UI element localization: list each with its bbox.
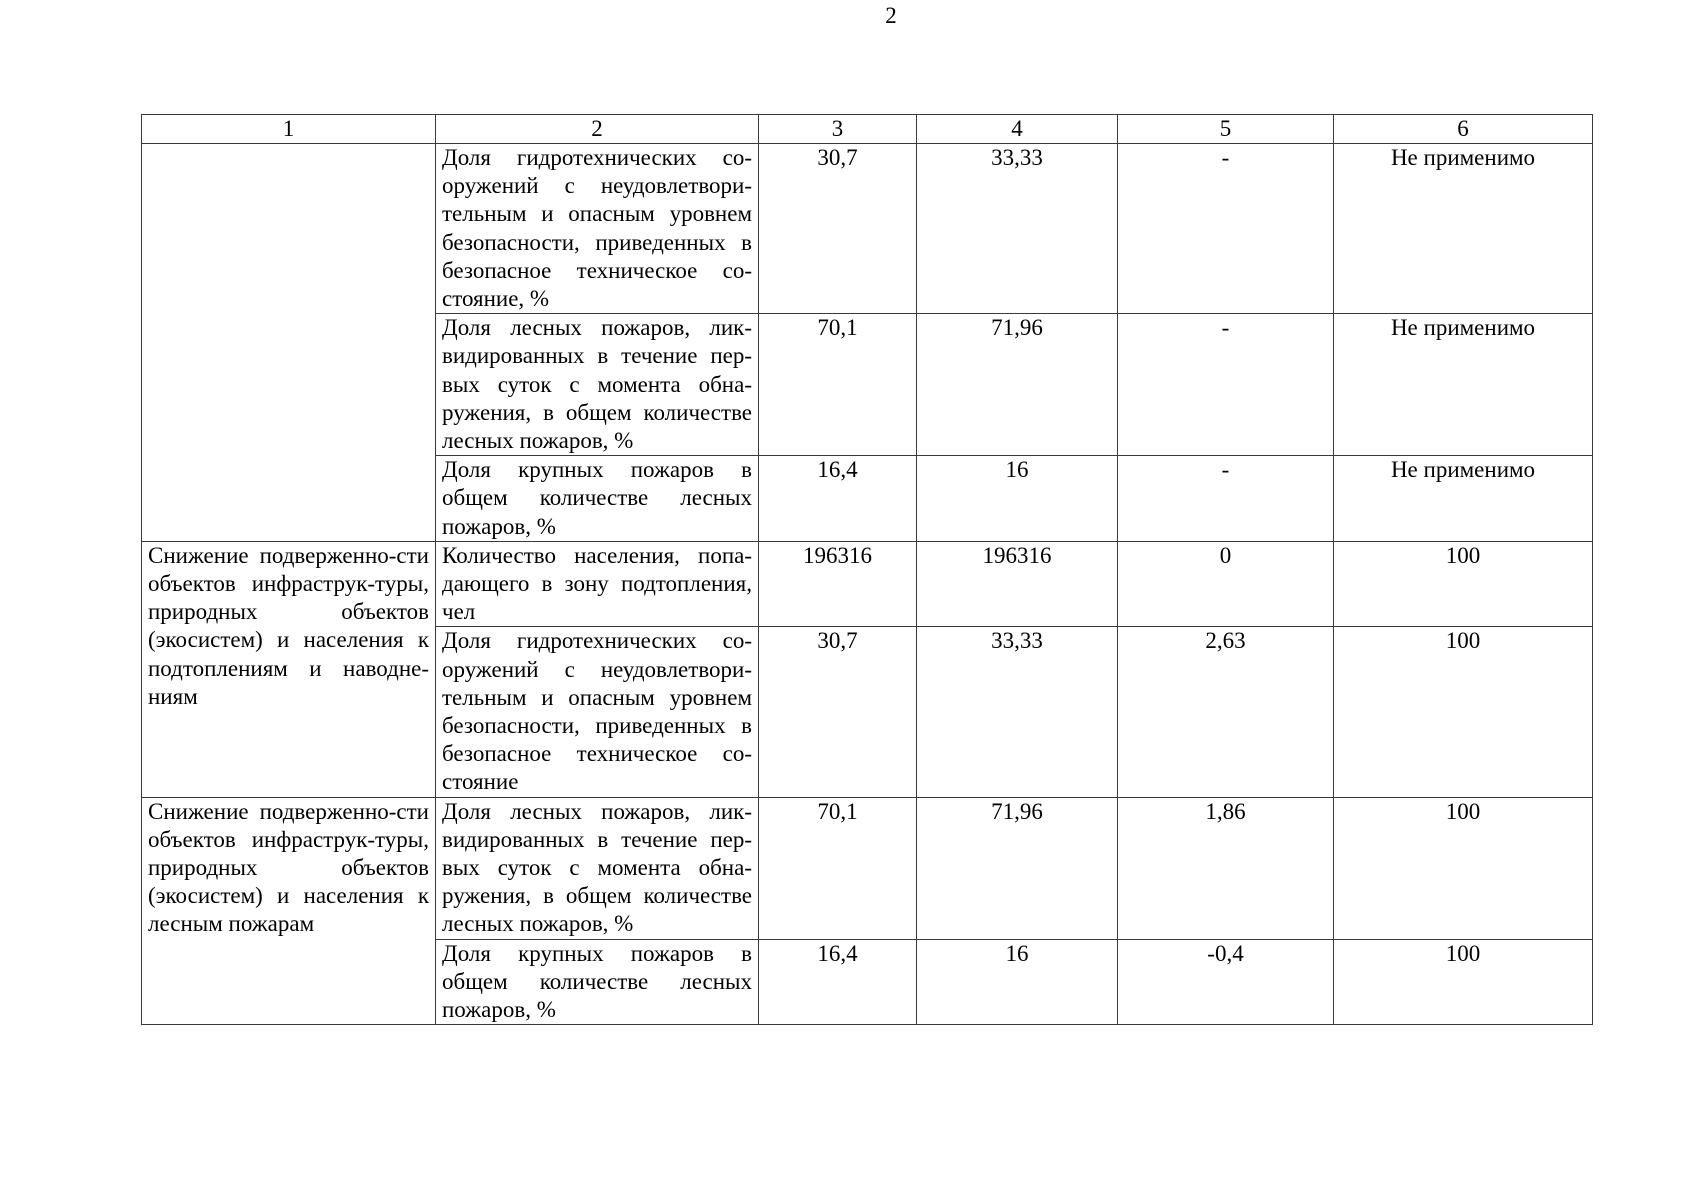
value-cell: 100 xyxy=(1334,939,1593,1025)
header-cell: 2 xyxy=(436,115,759,144)
value-cell: 71,96 xyxy=(917,797,1118,939)
task-cell xyxy=(142,144,436,542)
table-header-row xyxy=(142,115,1593,144)
header-cell: 1 xyxy=(142,115,436,144)
table-row xyxy=(142,797,1593,939)
indicator-cell: Доля лесных пожаров, лик-видированных в течение пер-вых суток с момента обна-ружения, в общем количестве лесных пожаров, % xyxy=(436,797,759,939)
value-cell: 33,33 xyxy=(917,627,1118,797)
value-cell: - xyxy=(1118,314,1334,456)
value-cell: 16,4 xyxy=(759,939,917,1025)
value-cell: 33,33 xyxy=(917,144,1118,314)
value-cell: 16 xyxy=(917,939,1118,1025)
table-row xyxy=(142,541,1593,627)
value-cell: 71,96 xyxy=(917,314,1118,456)
value-cell: 16,4 xyxy=(759,456,917,542)
value-cell: 70,1 xyxy=(759,797,917,939)
header-cell: 5 xyxy=(1118,115,1334,144)
table-row xyxy=(142,144,1593,314)
header-cell: 3 xyxy=(759,115,917,144)
header-cell: 6 xyxy=(1334,115,1593,144)
indicator-cell: Доля крупных пожаров в общем количестве лесных пожаров, % xyxy=(436,939,759,1025)
value-cell: - xyxy=(1118,144,1334,314)
value-cell: 196316 xyxy=(917,541,1118,627)
value-cell: Не применимо xyxy=(1334,456,1593,542)
value-cell: - xyxy=(1118,456,1334,542)
value-cell: 196316 xyxy=(759,541,917,627)
value-cell: 100 xyxy=(1334,541,1593,627)
value-cell: 30,7 xyxy=(759,627,917,797)
value-cell: Не применимо xyxy=(1334,314,1593,456)
indicator-cell: Количество населения, попа-дающего в зону подтопления, чел xyxy=(436,541,759,627)
indicator-cell: Доля гидротехнических со-оружений с неудовлетвори-тельным и опасным уровнем безопасности, приведенных в безопасное техническое со-стояние, % xyxy=(436,144,759,314)
value-cell: 100 xyxy=(1334,797,1593,939)
value-cell: 1,86 xyxy=(1118,797,1334,939)
indicator-cell: Доля лесных пожаров, лик-видированных в течение пер-вых суток с момента обна-ружения, в общем количестве лесных пожаров, % xyxy=(436,314,759,456)
indicators-table xyxy=(141,114,1593,1025)
value-cell: -0,4 xyxy=(1118,939,1334,1025)
task-cell: Снижение подверженно-сти объектов инфраструк-туры, природных объектов (экосистем) и населения к лесным пожарам xyxy=(142,797,436,1025)
value-cell: 70,1 xyxy=(759,314,917,456)
indicator-cell: Доля крупных пожаров в общем количестве лесных пожаров, % xyxy=(436,456,759,542)
value-cell: 16 xyxy=(917,456,1118,542)
value-cell: 0 xyxy=(1118,541,1334,627)
task-cell: Снижение подверженно-сти объектов инфраструк-туры, природных объектов (экосистем) и населения к подтоплениям и наводне-ниям xyxy=(142,541,436,797)
header-cell: 4 xyxy=(917,115,1118,144)
page-number: 2 xyxy=(885,3,897,28)
value-cell: Не применимо xyxy=(1334,144,1593,314)
value-cell: 2,63 xyxy=(1118,627,1334,797)
value-cell: 30,7 xyxy=(759,144,917,314)
indicator-cell: Доля гидротехнических со-оружений с неудовлетвори-тельным и опасным уровнем безопасности, приведенных в безопасное техническое со-стояние xyxy=(436,627,759,797)
value-cell: 100 xyxy=(1334,627,1593,797)
